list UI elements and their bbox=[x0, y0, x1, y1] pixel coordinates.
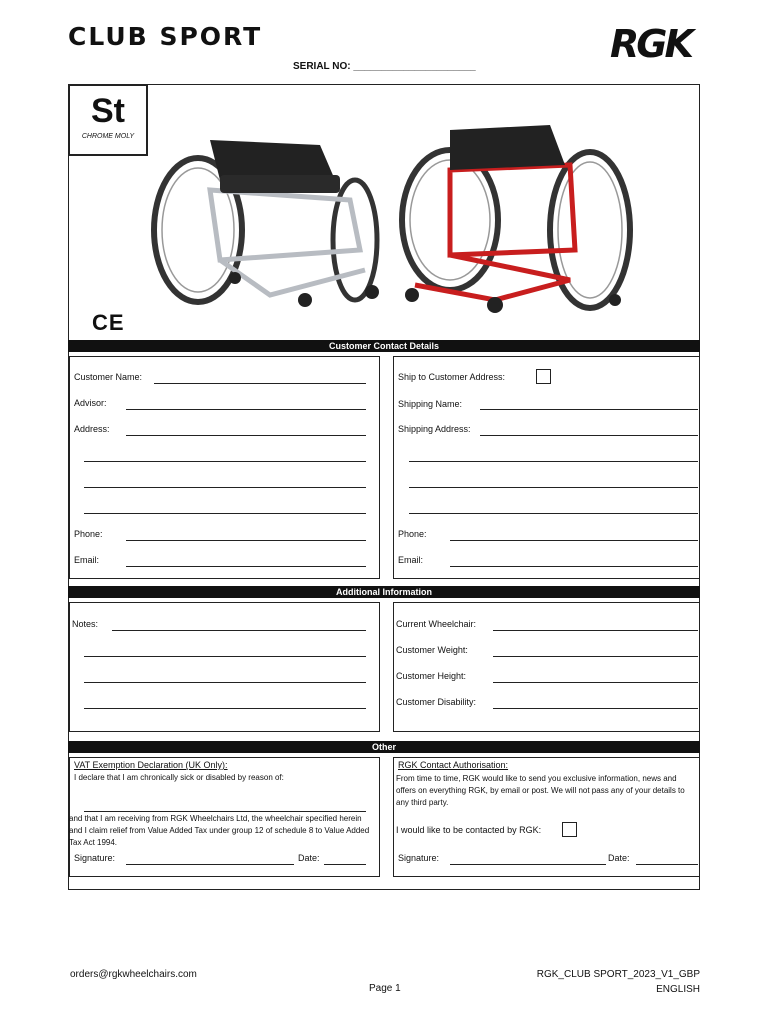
customer-height-label: Customer Height: bbox=[396, 671, 467, 681]
address-field-1[interactable] bbox=[126, 435, 366, 436]
notes-field-3[interactable] bbox=[84, 682, 366, 683]
vat-reason-field[interactable] bbox=[84, 811, 366, 812]
footer-language: ENGLISH bbox=[656, 984, 700, 995]
ship-to-checkbox[interactable] bbox=[536, 369, 551, 384]
notes-field-4[interactable] bbox=[84, 708, 366, 709]
page-title: CLUB SPORT bbox=[68, 22, 263, 51]
ce-mark: CE bbox=[92, 310, 125, 335]
material-symbol: St bbox=[91, 92, 125, 130]
customer-name-label: Customer Name: bbox=[74, 372, 143, 382]
shipping-address-field-2[interactable] bbox=[409, 461, 698, 462]
authorisation-signature-label: Signature: bbox=[398, 853, 440, 863]
email-label-left: Email: bbox=[74, 555, 100, 565]
section-header-other: Other bbox=[68, 741, 700, 753]
authorisation-date-field[interactable] bbox=[636, 864, 698, 865]
customer-disability-label: Customer Disability: bbox=[396, 697, 477, 707]
current-wheelchair-label: Current Wheelchair: bbox=[396, 619, 477, 629]
brand-logo: RGK bbox=[610, 22, 691, 66]
address-field-3[interactable] bbox=[84, 487, 366, 488]
vat-signature-field[interactable] bbox=[126, 864, 294, 865]
shipping-name-field[interactable] bbox=[480, 409, 698, 410]
customer-weight-label: Customer Weight: bbox=[396, 645, 468, 655]
vat-signature-label: Signature: bbox=[74, 853, 116, 863]
shipping-address-field-4[interactable] bbox=[409, 513, 698, 514]
vat-date-field[interactable] bbox=[324, 864, 366, 865]
shipping-address-field-3[interactable] bbox=[409, 487, 698, 488]
wheelchair-product-image bbox=[150, 120, 640, 325]
phone-field-right[interactable] bbox=[450, 540, 698, 541]
advisor-field[interactable] bbox=[126, 409, 366, 410]
address-label: Address: bbox=[74, 424, 110, 434]
customer-height-field[interactable] bbox=[493, 682, 698, 683]
contact-right-box bbox=[393, 356, 700, 579]
material-name: CHROME MOLY bbox=[81, 133, 135, 140]
ship-to-label: Ship to Customer Address: bbox=[398, 372, 506, 382]
phone-label-right: Phone: bbox=[398, 529, 427, 539]
email-field-right[interactable] bbox=[450, 566, 698, 567]
vat-date-label: Date: bbox=[298, 853, 320, 863]
notes-label: Notes: bbox=[72, 619, 99, 629]
vat-statement: and that I am receiving from RGK Wheelchairs Ltd, the wheelchair specified herein and I claim relief from Value Added Tax under group 12 of schedule 8 to Value Added Tax Act 1994. bbox=[69, 814, 370, 847]
advisor-label: Advisor: bbox=[74, 398, 107, 408]
address-field-4[interactable] bbox=[84, 513, 366, 514]
phone-field-left[interactable] bbox=[126, 540, 366, 541]
authorisation-text: From time to time, RGK would like to send you exclusive information, news and offers on everything RGK, by email or post. We will not pass any of your details to any third party. bbox=[396, 774, 685, 807]
silver-wheelchair bbox=[154, 140, 379, 307]
customer-name-field[interactable] bbox=[154, 383, 366, 384]
contact-me-label: I would like to be contacted by RGK: bbox=[396, 825, 542, 835]
footer-doc-code: RGK_CLUB SPORT_2023_V1_GBP bbox=[536, 969, 700, 980]
vat-heading: VAT Exemption Declaration (UK Only): bbox=[74, 760, 228, 770]
customer-weight-field[interactable] bbox=[493, 656, 698, 657]
section-header-contact: Customer Contact Details bbox=[68, 340, 700, 352]
additional-left-box bbox=[69, 602, 380, 732]
notes-field-1[interactable] bbox=[112, 630, 366, 631]
shipping-address-field-1[interactable] bbox=[480, 435, 698, 436]
address-field-2[interactable] bbox=[84, 461, 366, 462]
vat-declare-text: I declare that I am chronically sick or disabled by reason of: bbox=[74, 773, 284, 782]
current-wheelchair-field[interactable] bbox=[493, 630, 698, 631]
shipping-name-label: Shipping Name: bbox=[398, 399, 463, 409]
section-header-additional: Additional Information bbox=[68, 586, 700, 598]
shipping-address-label: Shipping Address: bbox=[398, 424, 471, 434]
serial-number-label: SERIAL NO: ______________________ bbox=[293, 61, 476, 72]
email-label-right: Email: bbox=[398, 555, 424, 565]
phone-label-left: Phone: bbox=[74, 529, 103, 539]
notes-field-2[interactable] bbox=[84, 656, 366, 657]
customer-disability-field[interactable] bbox=[493, 708, 698, 709]
footer-page-number: Page 1 bbox=[369, 983, 401, 994]
footer-email[interactable]: orders@rgkwheelchairs.com bbox=[70, 969, 197, 980]
authorisation-signature-field[interactable] bbox=[450, 864, 606, 865]
email-field-left[interactable] bbox=[126, 566, 366, 567]
authorisation-heading: RGK Contact Authorisation: bbox=[398, 760, 509, 770]
material-badge bbox=[68, 84, 148, 156]
contact-left-box bbox=[69, 356, 380, 579]
contact-me-checkbox[interactable] bbox=[562, 822, 577, 837]
red-wheelchair bbox=[402, 125, 630, 313]
authorisation-date-label: Date: bbox=[608, 853, 630, 863]
